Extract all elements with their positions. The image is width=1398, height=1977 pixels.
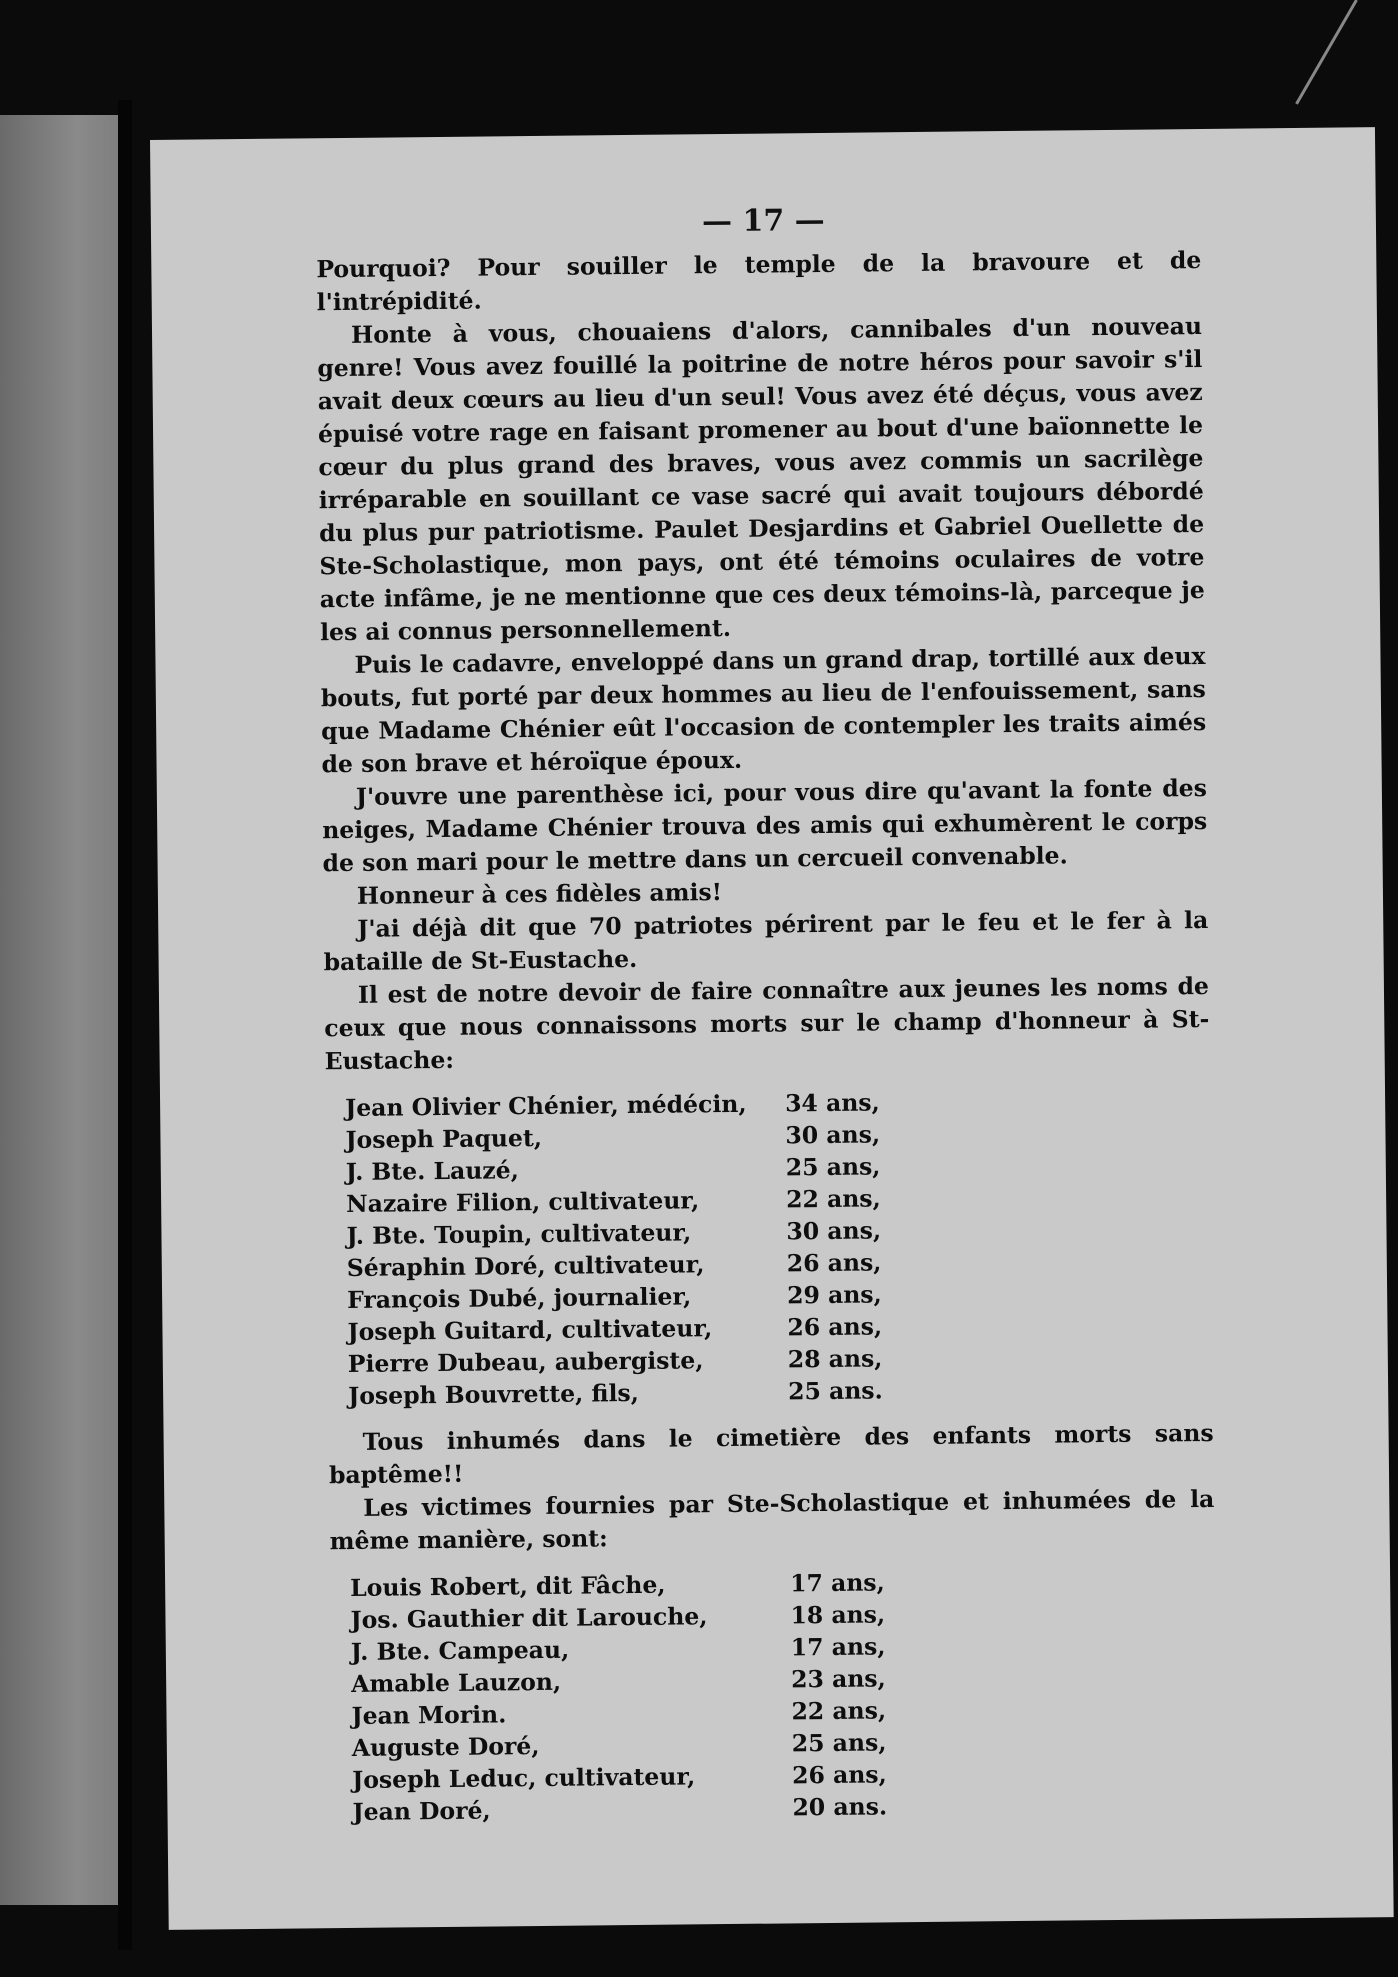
- victim-age: 30 ans,: [785, 1120, 881, 1150]
- victim-age: 26 ans,: [792, 1760, 887, 1790]
- victim-name: Joseph Bouvrette, fils,: [348, 1378, 640, 1410]
- victim-name: Jean Doré,: [352, 1796, 491, 1826]
- victims-list-ste-scholastique: [350, 1563, 1218, 1828]
- book-spine: [118, 100, 132, 1950]
- victim-name: Joseph Paquet,: [345, 1123, 543, 1155]
- victim-name: Jean Olivier Chénier, médécin,: [345, 1089, 747, 1123]
- victim-name: Joseph Leduc, cultivateur,: [352, 1762, 696, 1794]
- victim-name: Jos. Gauthier dit Larouche,: [350, 1602, 708, 1634]
- paragraph: Les victimes fournies par Ste-Scholastique et inhumées de la même manière, sont:: [329, 1484, 1215, 1556]
- victim-age: 28 ans,: [787, 1344, 883, 1374]
- victim-age: 25 ans,: [791, 1728, 887, 1758]
- victim-age: 26 ans,: [787, 1312, 883, 1342]
- victim-name: Nazaire Filion, cultivateur,: [346, 1186, 700, 1219]
- facing-page-edge: [0, 115, 128, 1905]
- victim-age: 17 ans,: [790, 1632, 886, 1662]
- victim-age: 29 ans,: [786, 1280, 882, 1310]
- victim-name: Louis Robert, dit Fâche,: [350, 1570, 666, 1602]
- victim-age: 30 ans,: [786, 1216, 882, 1246]
- victim-name: J. Bte. Lauzé,: [345, 1156, 519, 1187]
- victim-age: 18 ans,: [790, 1600, 886, 1630]
- victim-name: Amable Lauzon,: [351, 1667, 562, 1698]
- victim-age: 22 ans,: [791, 1696, 887, 1726]
- victim-name: Joseph Guitard, cultivateur,: [347, 1314, 713, 1346]
- victim-age: 23 ans,: [791, 1664, 886, 1694]
- paragraph: Honte à vous, chouaiens d'alors, cannibales d'un nouveau genre! Vous avez fouillé la poitrine de notre héros pour savoir s'il avait deux cœurs au lieu d'un seul! Vous avez été déçus, vous avez épuisé votre rage en faisant promener au bout d'une baïonnette le cœur du plus grand des braves, vous avez commis un sacrilège irréparable en souillant ce vase sacré qui avait toujours débordé du plus pur patriotisme. Paulet Desjardins et Gabriel Ouellette de Ste-Scholastique, mon pays, ont été témoins oculaires de votre acte infâme, je ne mentionne que ces deux témoins-là, parceque je les ai connus personnellement.: [317, 311, 1205, 647]
- victim-age: 25 ans.: [787, 1376, 883, 1406]
- victim-age: 17 ans,: [790, 1568, 885, 1598]
- victim-name: Jean Morin.: [351, 1700, 507, 1730]
- page-text: [316, 244, 1218, 1842]
- scan-artifact: [1295, 0, 1358, 105]
- book-page: [150, 127, 1394, 1930]
- paragraph: Il est de notre devoir de faire connaître aux jeunes les noms de ceux que nous connaissons morts sur le champ d'honneur à St-Eustache:: [324, 971, 1210, 1076]
- page-number: — 17 —: [701, 202, 825, 240]
- victim-name: Auguste Doré,: [351, 1732, 540, 1762]
- victim-age: 20 ans.: [792, 1792, 888, 1822]
- victim-age: 25 ans,: [785, 1152, 881, 1182]
- victims-list-st-eustache: [345, 1083, 1213, 1412]
- victim-name: François Dubé, journalier,: [347, 1282, 692, 1314]
- victim-name: Pierre Dubeau, aubergiste,: [347, 1346, 704, 1378]
- victim-age: 26 ans,: [786, 1248, 882, 1278]
- victim-age: 22 ans,: [785, 1184, 881, 1214]
- paragraph: J'ai déjà dit que 70 patriotes périrent par le feu et le fer à la bataille de St-Eustache.: [323, 905, 1209, 977]
- victim-name: Séraphin Doré, cultivateur,: [346, 1250, 705, 1282]
- paragraph: Pourquoi? Pour souiller le temple de la bravoure et de l'intrépidité.: [316, 245, 1202, 317]
- paragraph: Honneur à ces fidèles amis!: [356, 878, 723, 910]
- victim-name: J. Bte. Toupin, cultivateur,: [346, 1218, 692, 1251]
- paragraph: J'ouvre une parenthèse ici, pour vous dire qu'avant la fonte des neiges, Madame Chénier trouva des amis qui exhumèrent le corps de son mari pour le mettre dans un cercueil convenable.: [322, 773, 1208, 878]
- victim-name: J. Bte. Campeau,: [350, 1635, 570, 1666]
- victim-age: 34 ans,: [784, 1088, 880, 1118]
- paragraph: Tous inhumés dans le cimetière des enfants morts sans baptême!!: [328, 1418, 1214, 1490]
- paragraph: Puis le cadavre, enveloppé dans un grand drap, tortillé aux deux bouts, fut porté par deux hommes au lieu de l'enfouissement, sans que Madame Chénier eût l'occasion de contempler les traits aimés de son brave et héroïque époux.: [320, 641, 1207, 779]
